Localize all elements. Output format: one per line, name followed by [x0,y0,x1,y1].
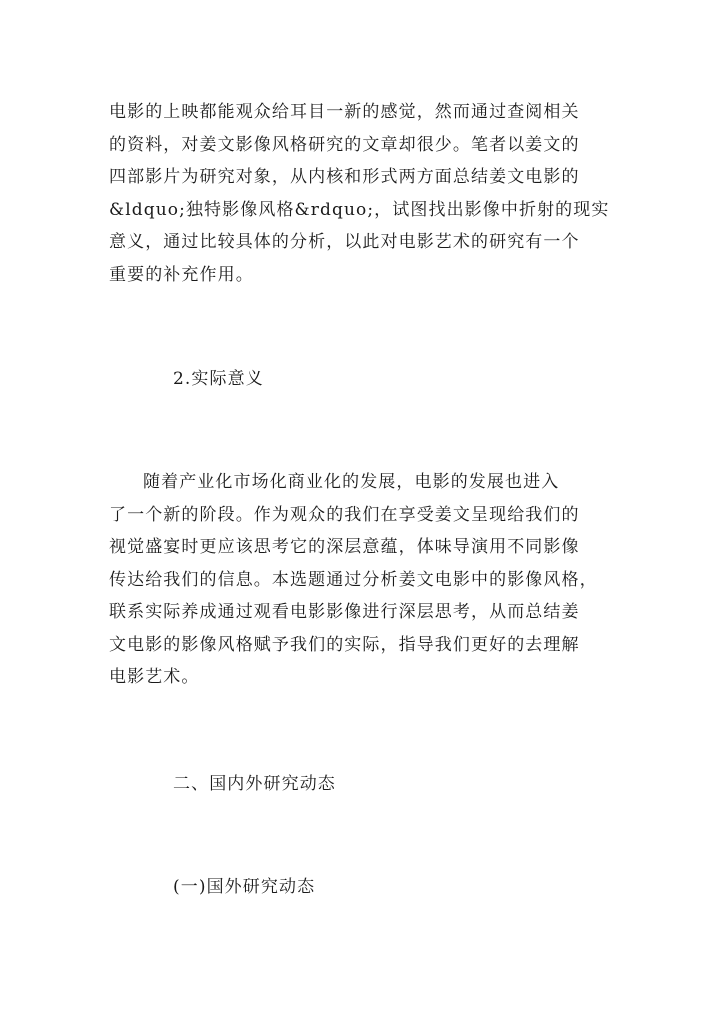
paragraph-line: 的资料，对姜文影像风格研究的文章却很少。笔者以姜文的 [109,134,580,155]
paragraph-line: 随着产业化市场化商业化的发展，电影的发展也进入 [143,472,560,492]
body-paragraph [109,466,614,694]
paragraph-line: 意义，通过比较具体的分析，以此对电影艺术的研究有一个 [109,232,580,252]
section-heading-research-status: 二、国内外研究动态 [173,774,336,794]
paragraph-line: 了一个新的阶段。作为观众的我们在享受姜文呈现给我们的 [109,504,580,525]
section-heading-practical-significance: 2.实际意义 [173,369,264,389]
paragraph-line: 文电影的影像风格赋予我们的实际，指导我们更好的去理解 [109,634,580,655]
paragraph-line: 联系实际养成通过观看电影影像进行深层思考，从而总结姜 [109,602,580,622]
body-paragraph [109,96,614,291]
paragraph-line: 四部影片为研究对象，从内核和形式两方面总结姜文电影的 [109,167,580,187]
paragraph-line: 电影的上映都能观众给耳目一新的感觉，然而通过查阅相关 [109,102,580,122]
paragraph-line: &ldquo;独特影像风格&rdquo;，试图找出影像中折射的现实 [109,199,610,220]
paragraph-line: 重要的补充作用。 [109,264,254,285]
paragraph-line: 电影艺术。 [109,667,200,687]
paragraph-line: 视觉盛宴时更应该思考它的深层意蕴，体味导演用不同影像 [109,537,580,557]
subsection-heading-foreign-research: (一)国外研究动态 [173,877,316,897]
paragraph-line: 传达给我们的信息。本选题通过分析姜文电影中的影像风格， [109,569,598,590]
